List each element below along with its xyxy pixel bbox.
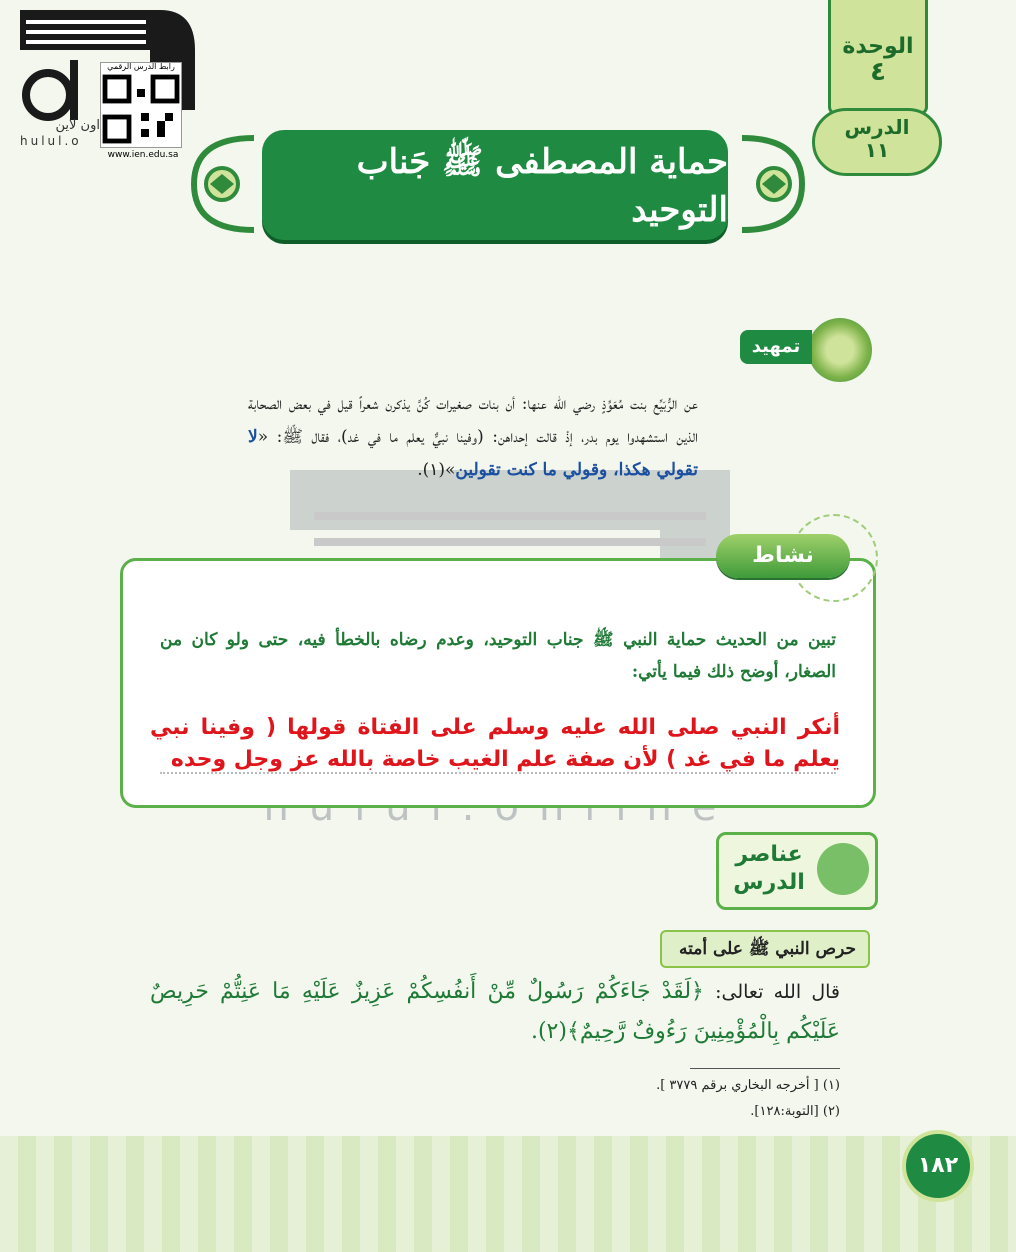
activity-answer[interactable]: أنكر النبي صلى الله عليه وسلم على الفتاة قولها ( وفينا نبي يعلم ما في غد ) لأن صفة علم الغيب خاصة بالله عز وجل وحده (150, 715, 840, 772)
verse-intro: قال الله تعالى: (715, 981, 840, 1003)
watermark-stripe (314, 512, 706, 520)
lesson-label: الدرس (844, 115, 910, 139)
unit-number: ٤ (870, 57, 886, 87)
hadith-prophet-saying: لا تقولي هكذا، وقولي ما كنت تقولين (248, 427, 698, 480)
qr-code[interactable] (100, 62, 182, 148)
unit-tab (828, 0, 928, 115)
intro-medal-icon (808, 318, 872, 382)
unit-label: الوحدة (842, 34, 914, 59)
qr-url[interactable]: www.ien.edu.sa (107, 150, 179, 160)
title-ornament-right-icon (734, 128, 812, 240)
activity-question: تبين من الحديث حماية النبي ﷺ جناب التوحيد، وعدم رضاه بالخطأ فيه، حتى ولو كان من الصغار، أوضح ذلك فيما يأتي: (160, 630, 836, 682)
watermark-stripe (314, 538, 706, 546)
hadith-end: »(١). (417, 460, 456, 480)
elements-label-line2: الدرس (733, 870, 805, 895)
page-title: حماية المصطفى ﷺ جَناب التوحيد (262, 130, 728, 240)
lesson-number: ١١ (864, 138, 890, 162)
footnote-2: (٢) [التوبة:١٢٨]. (750, 1104, 840, 1119)
answer-line (160, 772, 836, 774)
qr-pattern (101, 63, 181, 147)
lesson-elements-header (716, 832, 878, 910)
hadith-part1: عن الرُّبَيِّع بنت مُعَوِّذٍ رضي الله عنها: أن بنات صغيرات كُنَّ يذكرن شعراً قيل في بعض الصحابة الذين استشهدوا يوم بدر، إذْ قالت إحداهن: (وفينا نبيٌّ يعلم ما في غد)، فقال ﷺ: « (248, 394, 698, 447)
logo-text-en: hulul.o (20, 134, 82, 148)
fleur-icon (817, 843, 869, 895)
footer-ornament-band (0, 1136, 1016, 1252)
elements-label-line1: عناصر (735, 842, 803, 867)
page-number: ١٨٢ (902, 1130, 974, 1202)
quran-verse: ﴿لَقَدْ جَاءَكُمْ رَسُولٌ مِّنْ أَنفُسِكُمْ عَزِيزٌ عَلَيْهِ مَا عَنِتُّمْ حَرِيصٌ عَلَيْكُم بِالْمُؤْمِنِينَ رَءُوفٌ رَّحِيمٌ﴾(٢). (150, 979, 840, 1044)
section-heading: حرص النبي ﷺ على أمته (660, 930, 870, 968)
title-ornament-left-icon (184, 128, 262, 240)
lesson-badge (812, 108, 942, 176)
hadith-text (248, 388, 698, 487)
logo-text-ar: اون لاين (55, 118, 100, 133)
footnote-divider (690, 1068, 840, 1069)
qr-caption: رابط الدرس الرقمي (107, 62, 175, 71)
intro-label: تمهيد (740, 330, 812, 364)
quran-verse-block (150, 972, 840, 1052)
footnote-1: (١) [ أخرجه البخاري برقم ٣٧٧٩ ]. (656, 1078, 840, 1093)
activity-label: نشاط (716, 534, 850, 578)
